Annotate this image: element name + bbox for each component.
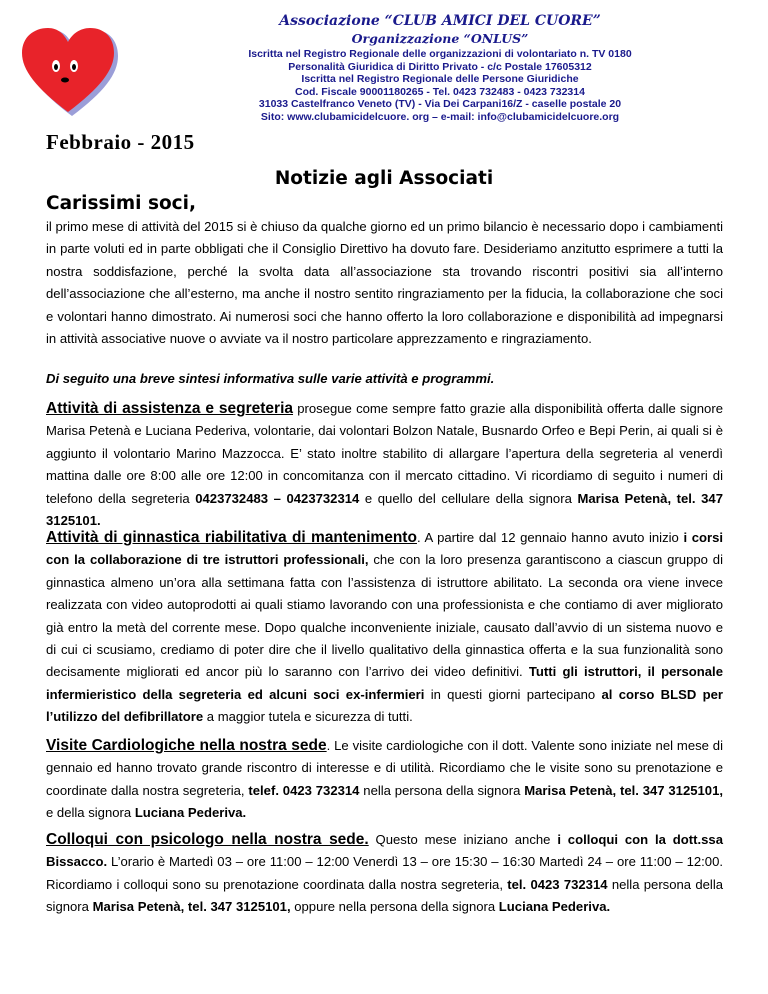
bold-text: i colloqui con la dott.ssa Bissacco. [46, 832, 723, 870]
intro-paragraph: il primo mese di attività del 2015 si è chiuso da qualche giorno ed un primo bilancio è necessario dopo i cambiamenti in parte voluti ed in parte obbligati che il Consiglio Direttivo ha dovuto fare. Desideriamo anzitutto esprimere a tutti la nostra soddisfazione, perché la svolta data all’associazione sta trovando riscontri positivi sia all’interno dell’associazione che all’esterno, ma anche il nostro sentito ringraziamento per la fiducia, la collaborazione che soci e volontari hanno dimostrato. Ai numerosi soci che hanno offerto la loro collaborazione e disponibilità ad impegnarsi in attività associative nuove o avviate va il nostro particolare apprezzamento e ringraziamento. [46, 219, 723, 347]
section-heading: Attività di assistenza e segreteria [46, 400, 294, 417]
section-text: e della signora [46, 805, 135, 821]
section-colloqui [46, 829, 723, 919]
section-heading: Visite Cardiologiche nella nostra sede [46, 737, 327, 754]
section-text: nella persona della signora [46, 876, 724, 915]
section-text: oppure nella persona della signora [290, 899, 499, 915]
org-type: Organizzazione “ONLUS” [351, 31, 529, 46]
section-text: a maggior tutela e sicurezza di tutti. [203, 709, 413, 725]
contact: Marisa Petenà, tel. 347 3125101. [46, 490, 723, 529]
section-visite [46, 735, 723, 825]
bold-text: al corso BLSD per l’utilizzo del defibrillatore [46, 686, 724, 725]
issue-date: Febbraio - 2015 [46, 130, 195, 154]
letterhead-line: 31033 Castelfranco Veneto (TV) - Via Dei Carpani16/Z - caselle postale 20 [258, 98, 622, 110]
letterhead-line: Iscritta nel Registro Regionale delle Persone Giuridiche [301, 73, 579, 85]
contact: Marisa Petenà, tel. 347 3125101, [92, 899, 291, 915]
section-text: . A partire dal 12 gennaio hanno avuto inizio [416, 530, 684, 545]
section-text: in questi giorni partecipano [424, 686, 602, 702]
phone-numbers: 0423732483 – 0423732314 [195, 490, 360, 506]
section-text: L’orario è Martedì 03 – ore 11:00 – 12:00 Venerdì 13 – ore 15:30 – 16:30 Martedì 24 – ore 11:00 – 12:00. Ricordiamo i colloqui sono su prenotazione coordinata dalla nostra segreteria, [46, 854, 723, 892]
bold-text: Tutti gli istruttori, il personale infermieristico della segreteria ed alcuni soci ex-infermieri [46, 664, 723, 702]
letterhead-line: Cod. Fiscale 90001180265 - Tel. 0423 732483 - 0423 732314 [295, 85, 585, 98]
contact: Luciana Pederiva. [498, 899, 611, 915]
section-text: prosegue come sempre fatto grazie alla disponibilità offerta dalle signore Marisa Petenà e Luciana Pederiva, volontarie, dai volontari Bolzon Natale, Busnardo Orfeo e Bepi Perin, ai quali si è aggiunto il volontario Marino Mazzocca. E’ stato inoltre stabilito di allargare l’apertura della segreteria al venerdì mattina dalle ore 8:00 alle ore 12:00 in concomitanza con il mercato cittadino. Vi ricordiamo di seguito i numeri di telefono della segreteria [46, 401, 723, 506]
section-text: Questo mese iniziano anche [368, 832, 558, 847]
letterhead-line: Sito: www.clubamicidelcuore. org – e-mail: info@clubamicidelcuore.org [260, 110, 620, 123]
section-heading: Attività di ginnastica riabilitativa di mantenimento [46, 529, 417, 546]
section-text: nella persona della signora [359, 782, 525, 798]
section-ginnastica [46, 527, 723, 729]
section-text: e quello del cellulare della signora [359, 490, 578, 506]
phone-number: telef. 0423 732314 [248, 782, 360, 798]
contact: Marisa Petenà, tel. 347 3125101, [524, 782, 724, 798]
letterhead [120, 12, 760, 123]
greeting: Carissimi soci, [46, 193, 197, 214]
org-name: Associazione “CLUB AMICI DEL CUORE” [279, 13, 601, 29]
contact: Luciana Pederiva. [134, 805, 247, 821]
heart-logo-icon [22, 28, 118, 120]
document-title: Notizie agli Associati [274, 168, 494, 189]
section-assistenza [46, 398, 723, 532]
bold-text: i corsi con la collaborazione di tre istruttori professionali, [46, 530, 724, 568]
phone-number: tel. 0423 732314 [507, 876, 608, 892]
summary-line: Di seguito una breve sintesi informativa sulle varie attività e programmi. [46, 371, 495, 386]
section-heading: Colloqui con psicologo nella nostra sede. [46, 831, 369, 848]
section-text: che con la loro presenza garantiscono a ciascun gruppo di ginnastica almeno un’ora alla settimana fatta con l’assistenza di istruttore abilitato. La seconda ora viene invece realizzata con video autoprodotti ai quali stiamo lavorando con una professionista e che contiamo di aver migliorato già entro la metà del corrente mese. Dopo qualche inconveniente iniziale, causato dall’avvio di un sistema nuovo e di cui ci scusiamo, crediamo di poter dire che il livello qualitativo della ginnastica offerta e la sua funzionalità sono decisamente migliorati ed ancor più lo saranno con l’arrivo dei video definitivi. [46, 552, 724, 680]
letterhead-line: Personalità Giuridica di Diritto Privato - c/c Postale 17605312 [288, 60, 592, 73]
letterhead-line: Iscritta nel Registro Regionale delle organizzazioni di volontariato n. TV 0180 [248, 48, 632, 60]
section-text: . Le visite cardiologiche con il dott. Valente sono iniziate nel mese di gennaio ed hanno trovato grande riscontro di interesse e di utilità. Ricordiamo che le visite sono su prenotazione e coordinate dalla nostra segreteria, [46, 738, 723, 798]
